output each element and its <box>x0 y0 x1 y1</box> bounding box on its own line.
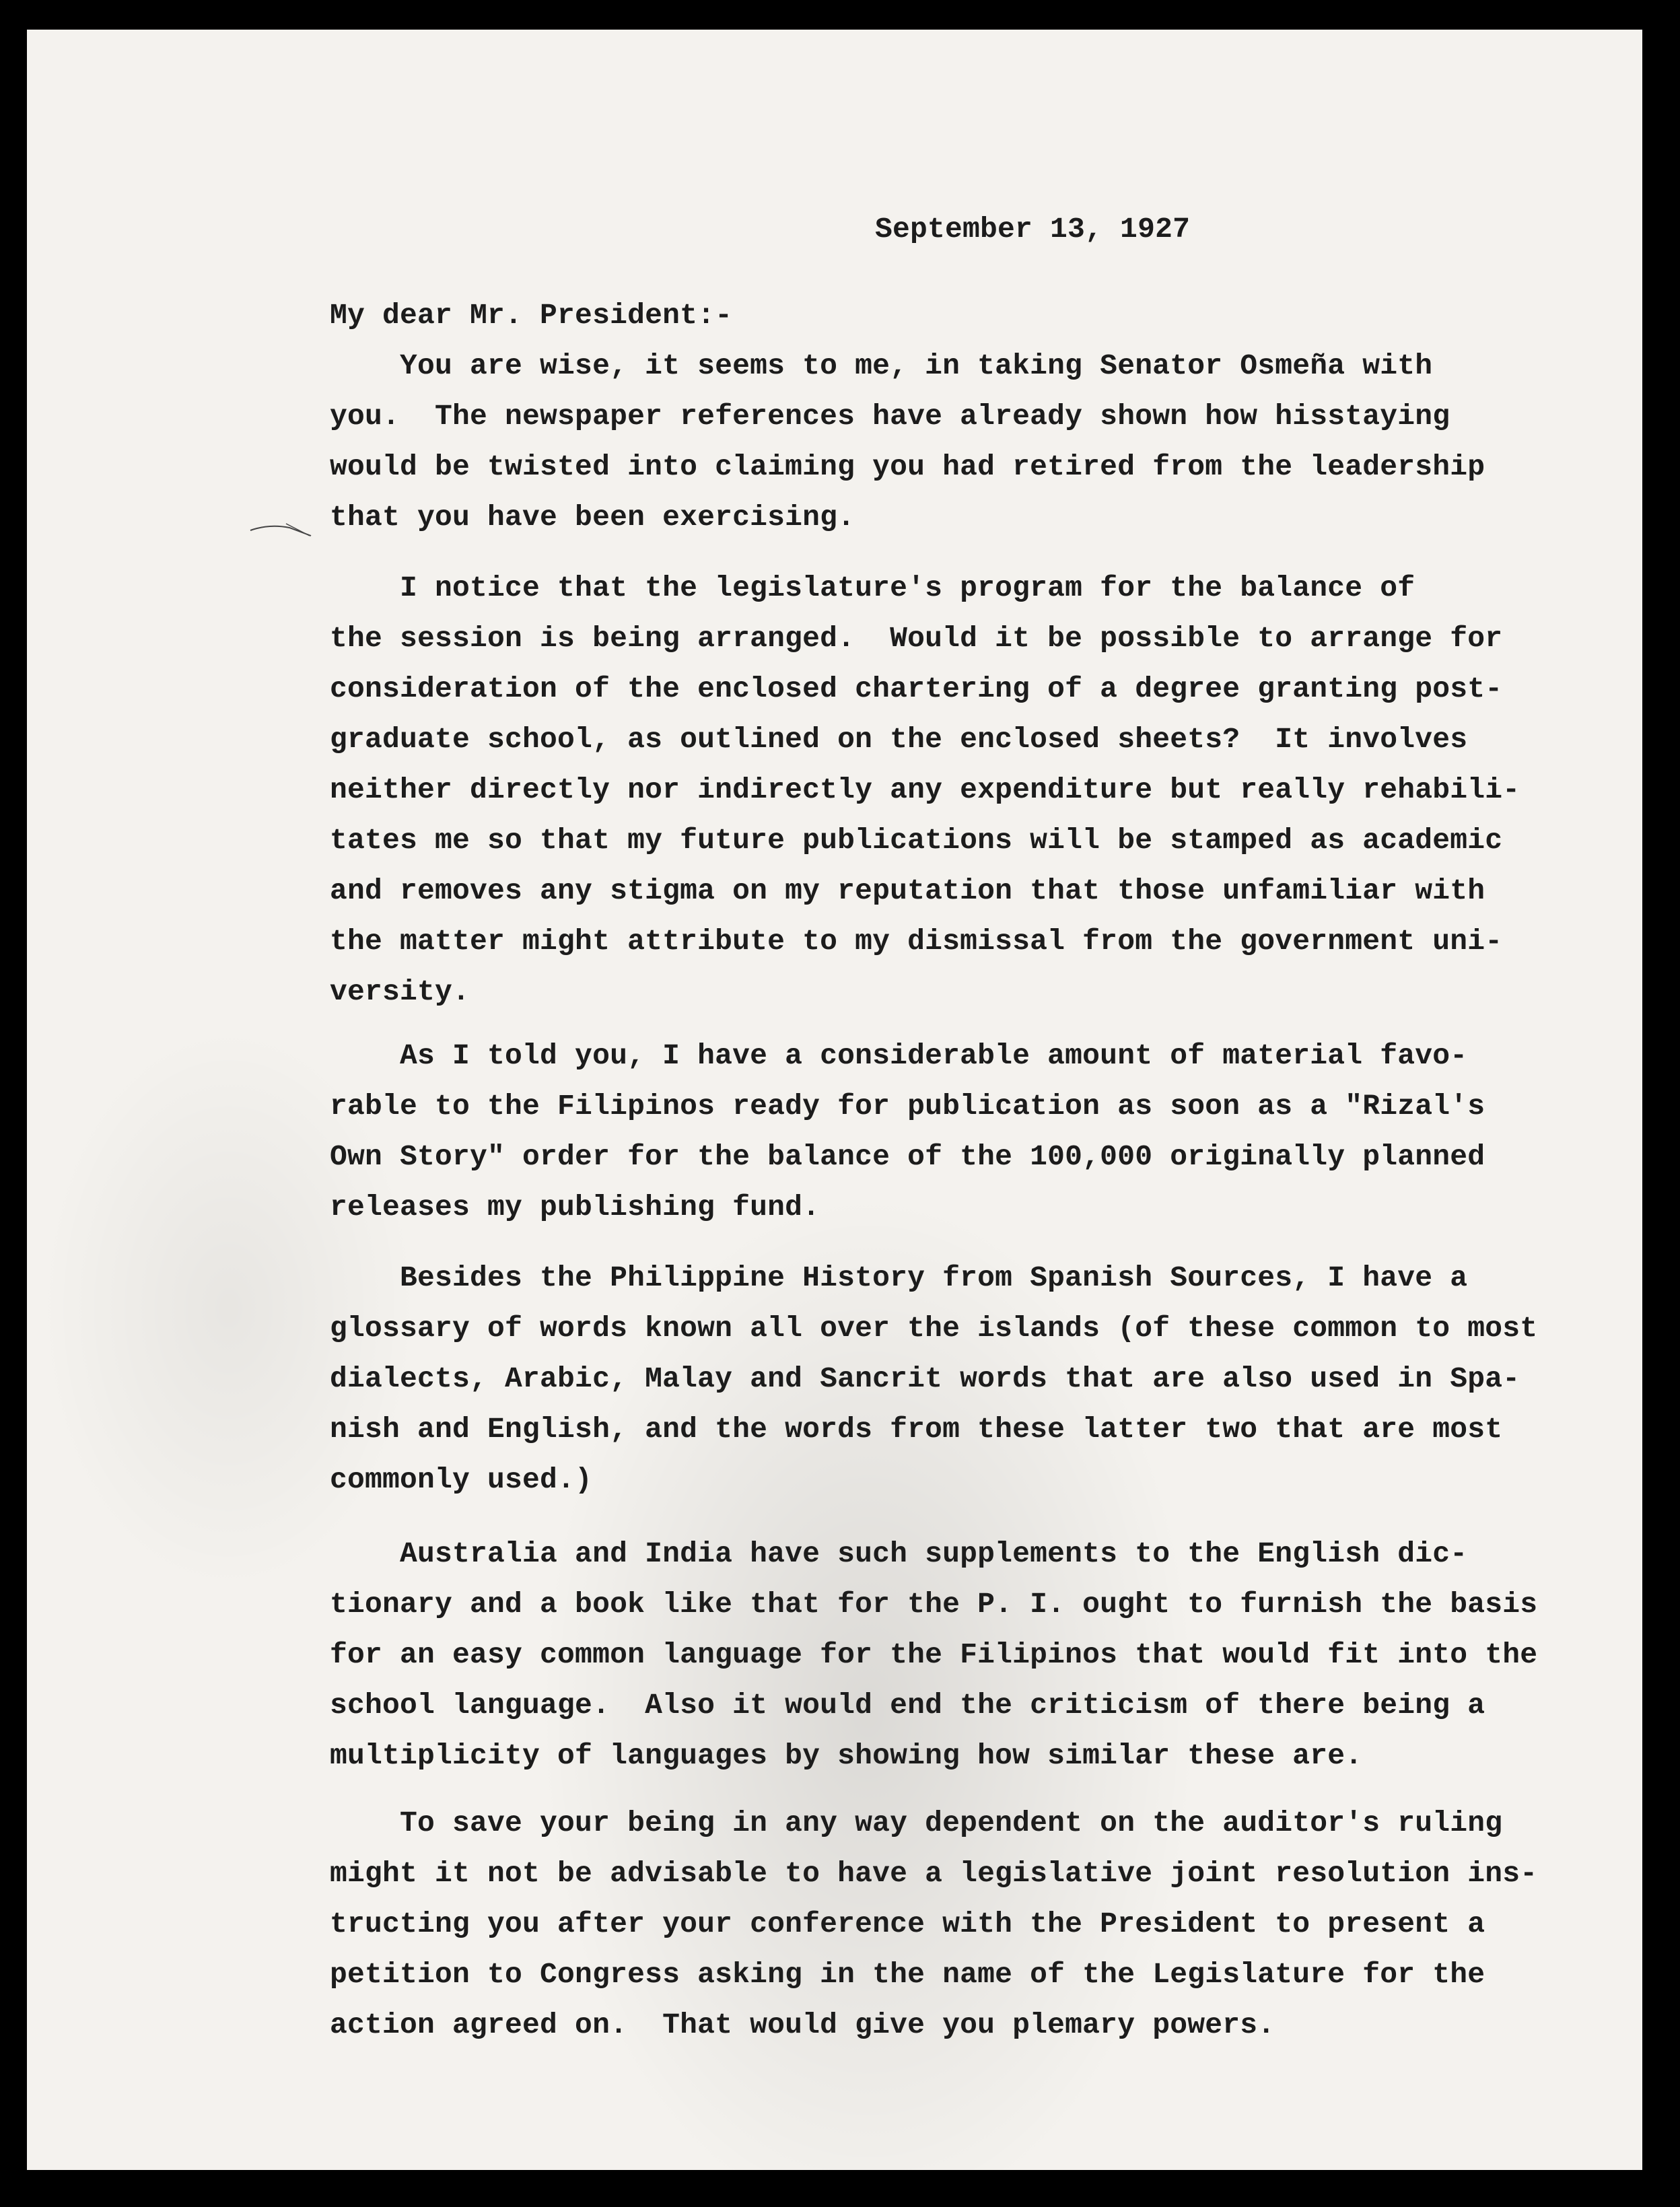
body-line: Besides the Philippine History from Spanish Sources, I have a <box>330 1261 1468 1294</box>
body-line: would be twisted into claiming you had retired from the leadership <box>330 450 1485 483</box>
body-line: To save your being in any way dependent on the auditor's ruling <box>330 1807 1503 1840</box>
body-line: Own Story" order for the balance of the 100,000 originally planned <box>330 1140 1485 1173</box>
body-line: action agreed on. That would give you plemary powers. <box>330 2008 1275 2041</box>
body-line: rable to the Filipinos ready for publication as soon as a "Rizal's <box>330 1090 1485 1123</box>
body-line: tionary and a book like that for the P. I. ought to furnish the basis <box>330 1588 1538 1621</box>
body-line: you. The newspaper references have already shown how hisstaying <box>330 400 1450 433</box>
body-line: I notice that the legislature's program for the balance of <box>330 571 1415 604</box>
body-line: the matter might attribute to my dismissal from the government uni- <box>330 925 1503 958</box>
body-line: school language. Also it would end the criticism of there being a <box>330 1689 1485 1722</box>
body-line: tructing you after your conference with the President to present a <box>330 1907 1485 1940</box>
body-line: tates me so that my future publications will be stamped as academic <box>330 824 1503 857</box>
body-line: versity. <box>330 975 470 1008</box>
body-line: neither directly nor indirectly any expenditure but really rehabili- <box>330 773 1520 806</box>
margin-arrow-mark <box>249 521 316 541</box>
body-line: and removes any stigma on my reputation that those unfamiliar with <box>330 874 1485 907</box>
body-line: petition to Congress asking in the name of the Legislature for the <box>330 1958 1485 1991</box>
body-line: that you have been exercising. <box>330 501 855 534</box>
body-line: graduate school, as outlined on the enclosed sheets? It involves <box>330 723 1468 756</box>
body-line: glossary of words known all over the islands (of these common to most <box>330 1312 1538 1345</box>
body-line: consideration of the enclosed chartering of a degree granting post- <box>330 672 1503 705</box>
body-line: releases my publishing fund. <box>330 1191 820 1224</box>
body-line: for an easy common language for the Filipinos that would fit into the <box>330 1638 1538 1671</box>
body-line: might it not be advisable to have a legislative joint resolution ins- <box>330 1857 1538 1890</box>
body-line: Australia and India have such supplements to the English dic- <box>330 1537 1468 1570</box>
letter-page <box>27 30 1642 2170</box>
body-line: As I told you, I have a considerable amount of material favo- <box>330 1039 1468 1072</box>
body-line: multiplicity of languages by showing how similar these are. <box>330 1739 1363 1772</box>
salutation: My dear Mr. President:- <box>330 299 733 332</box>
body-line: commonly used.) <box>330 1463 593 1496</box>
body-line: nish and English, and the words from these latter two that are most <box>330 1413 1503 1446</box>
body-line: dialects, Arabic, Malay and Sancrit words that are also used in Spa- <box>330 1362 1520 1395</box>
letter-date: September 13, 1927 <box>875 213 1191 246</box>
body-line: You are wise, it seems to me, in taking Senator Osmeña with <box>330 349 1433 382</box>
body-line: the session is being arranged. Would it be possible to arrange for <box>330 622 1503 655</box>
